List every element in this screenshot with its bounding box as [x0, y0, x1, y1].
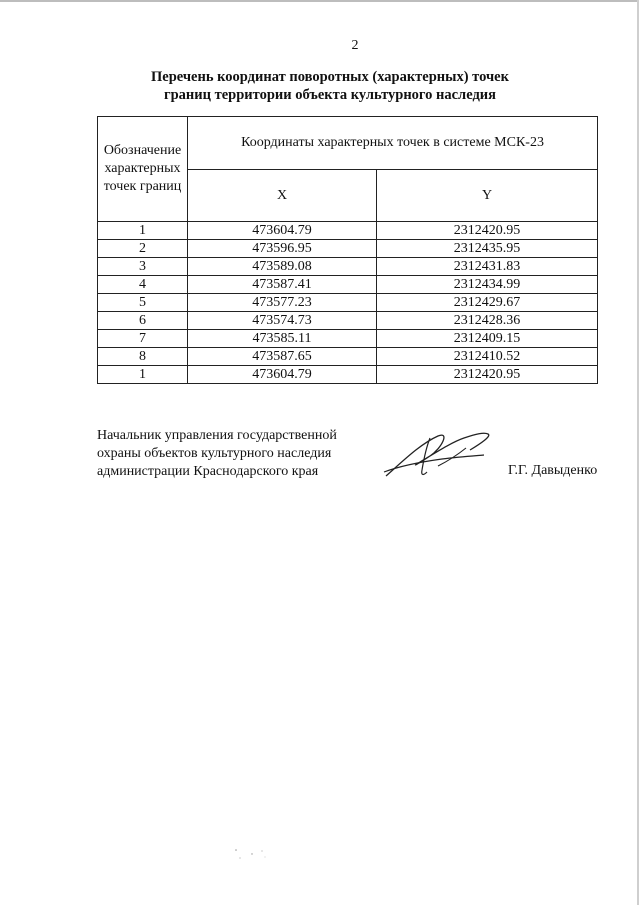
y-cell: 2312431.83	[377, 258, 598, 276]
point-cell: 3	[98, 258, 188, 276]
page-top-edge	[0, 0, 639, 2]
x-cell: 473585.11	[188, 330, 377, 348]
x-cell: 473604.79	[188, 222, 377, 240]
title-line-2: границ территории объекта культурного наследия	[164, 87, 496, 103]
title-line-1: Перечень координат поворотных (характерных) точек	[151, 69, 509, 85]
point-label-header-line: характерных	[104, 161, 181, 176]
handwritten-signature	[380, 422, 498, 482]
x-cell: 473587.65	[188, 348, 377, 366]
table-row	[98, 366, 598, 384]
y-cell: 2312428.36	[377, 312, 598, 330]
point-cell: 1	[98, 366, 188, 384]
table-row	[98, 312, 598, 330]
coordinate-system-header: Координаты характерных точек в системе МСК-23	[188, 117, 598, 170]
signatory-position-line: Начальник управления государственной	[97, 428, 337, 443]
table-row	[98, 222, 598, 240]
table-row	[98, 276, 598, 294]
point-cell: 8	[98, 348, 188, 366]
point-cell: 2	[98, 240, 188, 258]
point-label-header	[98, 117, 188, 222]
point-label-header-line: Обозначение	[103, 143, 182, 158]
x-cell: 473604.79	[188, 366, 377, 384]
signatory-position	[97, 427, 377, 481]
y-cell: 2312429.67	[377, 294, 598, 312]
point-label-header-line: точек границ	[103, 179, 182, 194]
scan-specks	[232, 845, 272, 865]
x-column-header: X	[188, 170, 377, 222]
y-cell: 2312420.95	[377, 366, 598, 384]
y-cell: 2312434.99	[377, 276, 598, 294]
signatory-position-line: администрации Краснодарского края	[97, 464, 319, 479]
x-cell: 473596.95	[188, 240, 377, 258]
document-title	[130, 68, 530, 104]
page-number: 2	[351, 38, 359, 53]
x-cell: 473589.08	[188, 258, 377, 276]
y-cell: 2312410.52	[377, 348, 598, 366]
table-row	[98, 258, 598, 276]
signatory-position-line: охраны объектов культурного наследия	[97, 446, 332, 461]
y-cell: 2312409.15	[377, 330, 598, 348]
y-cell: 2312420.95	[377, 222, 598, 240]
y-cell: 2312435.95	[377, 240, 598, 258]
x-cell: 473587.41	[188, 276, 377, 294]
point-cell: 7	[98, 330, 188, 348]
x-cell: 473574.73	[188, 312, 377, 330]
y-column-header: Y	[377, 170, 598, 222]
table-row	[98, 330, 598, 348]
point-cell: 1	[98, 222, 188, 240]
point-cell: 5	[98, 294, 188, 312]
point-cell: 4	[98, 276, 188, 294]
signatory-name: Г.Г. Давыденко	[508, 463, 598, 478]
table-row	[98, 348, 598, 366]
table-row	[98, 294, 598, 312]
point-cell: 6	[98, 312, 188, 330]
coordinates-table	[97, 116, 598, 384]
table-row	[98, 240, 598, 258]
x-cell: 473577.23	[188, 294, 377, 312]
